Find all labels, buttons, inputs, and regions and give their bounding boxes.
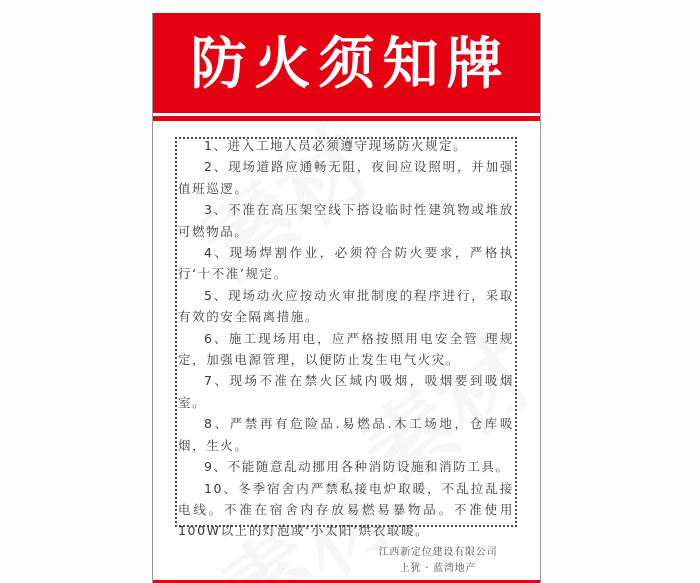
fire-safety-sign: [152, 13, 541, 583]
rules-list: [175, 137, 517, 539]
rule-item: 7、现场不准在禁火区域内吸烟，吸烟要到吸烟室。: [178, 373, 514, 410]
rule-item: 1、进入工地人员必须遵守现场防火规定。: [204, 138, 468, 153]
rule-item: 6、施工现场用电，应严格按照用电安全管 理规定，加强电源管理，以便防止发生电气火灾。: [178, 330, 514, 368]
rule-item: 9、不能随意乱动挪用各种消防设施和消防工具。: [204, 459, 510, 475]
header-stripe: [152, 116, 541, 121]
rule-item: 3、不准在高压架空线下搭设临时性建筑物或堆放可燃物品。: [178, 202, 514, 239]
sign-title: 防火须知牌: [190, 31, 511, 97]
sign-header: [152, 13, 541, 113]
company-name: 江西新定位建设有限公司: [378, 547, 498, 558]
project-name: 上犹 · 蓝湾地产: [399, 563, 477, 574]
rule-item: 8、严禁再有危险品.易燃品.木工场地，仓库吸烟，生火。: [178, 416, 514, 453]
rule-item: 10、冬季宿舍内严禁私接电炉取暖，不乱拉乱接电线。不准在宿舍内存放易燃易暴物品。不准使用100W以上的灯泡或‘小太阳’烘衣取暖。: [178, 480, 514, 539]
rule-item: 5、现场动火应按动火审批制度的程序进行，采取有效的安全隔离措施。: [178, 287, 514, 325]
rule-item: 4、现场焊割作业，必须符合防火要求，严格执行‘十不准’规定。: [178, 245, 514, 282]
rule-item: 2、现场道路应通畅无阻，夜间应设照明，并加强值班巡逻。: [178, 159, 514, 196]
sign-footer: [333, 545, 541, 577]
